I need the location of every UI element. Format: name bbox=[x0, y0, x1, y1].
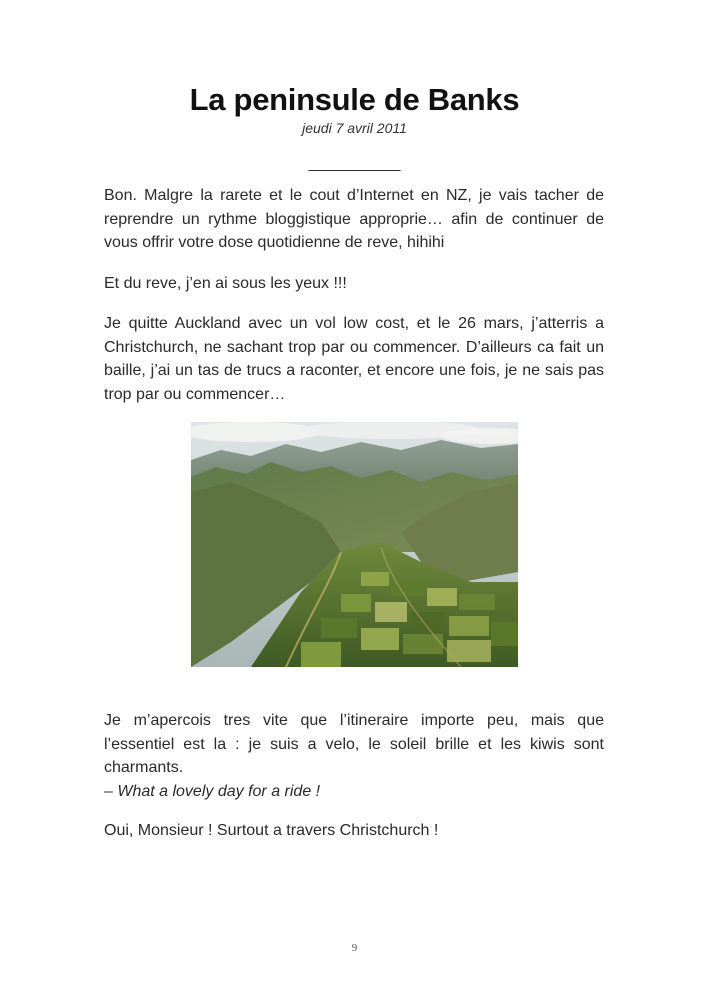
paragraph-arrival bbox=[104, 312, 604, 406]
page-number: 9 bbox=[351, 942, 358, 954]
page-title: La peninsule de Banks bbox=[189, 82, 520, 117]
post-date: jeudi 7 avril 2011 bbox=[302, 120, 407, 136]
paragraph-text: Bon. Malgre la rarete et le cout d’Internet en NZ, je vais tacher de reprendre un rythme bloggistique approprie… afin de continuer de vous offrir votre dose quotidienne de reve, hihihi bbox=[104, 187, 604, 251]
paragraph-dream bbox=[104, 272, 604, 296]
paragraph-quote bbox=[104, 780, 604, 804]
paragraph-reply bbox=[104, 819, 604, 843]
paragraph-itinerary bbox=[104, 709, 604, 780]
paragraph-text: Et du reve, j’en ai sous les yeux !!! bbox=[104, 275, 347, 292]
paragraph-text: Je quitte Auckland avec un vol low cost, et le 26 mars, j’atterris a Christchurch, ne sachant trop par ou commencer. D’ailleurs ca fait un baille, j’ai un tas de trucs a raconter, et encore une fois, je ne sais pas trop par ou commencer… bbox=[104, 315, 604, 403]
paragraph-text: Oui, Monsieur ! Surtout a travers Christchurch ! bbox=[104, 822, 439, 839]
title-separator: ___________ bbox=[308, 155, 401, 172]
paragraph-text: Je m’apercois tres vite que l’itineraire importe peu, mais que l’essentiel est la : je suis a velo, le soleil brille et les kiwis sont charmants. bbox=[104, 712, 604, 776]
quote-text: – What a lovely day for a ride ! bbox=[104, 783, 321, 800]
aerial-landscape-photo bbox=[191, 422, 518, 667]
paragraph-intro bbox=[104, 184, 604, 255]
